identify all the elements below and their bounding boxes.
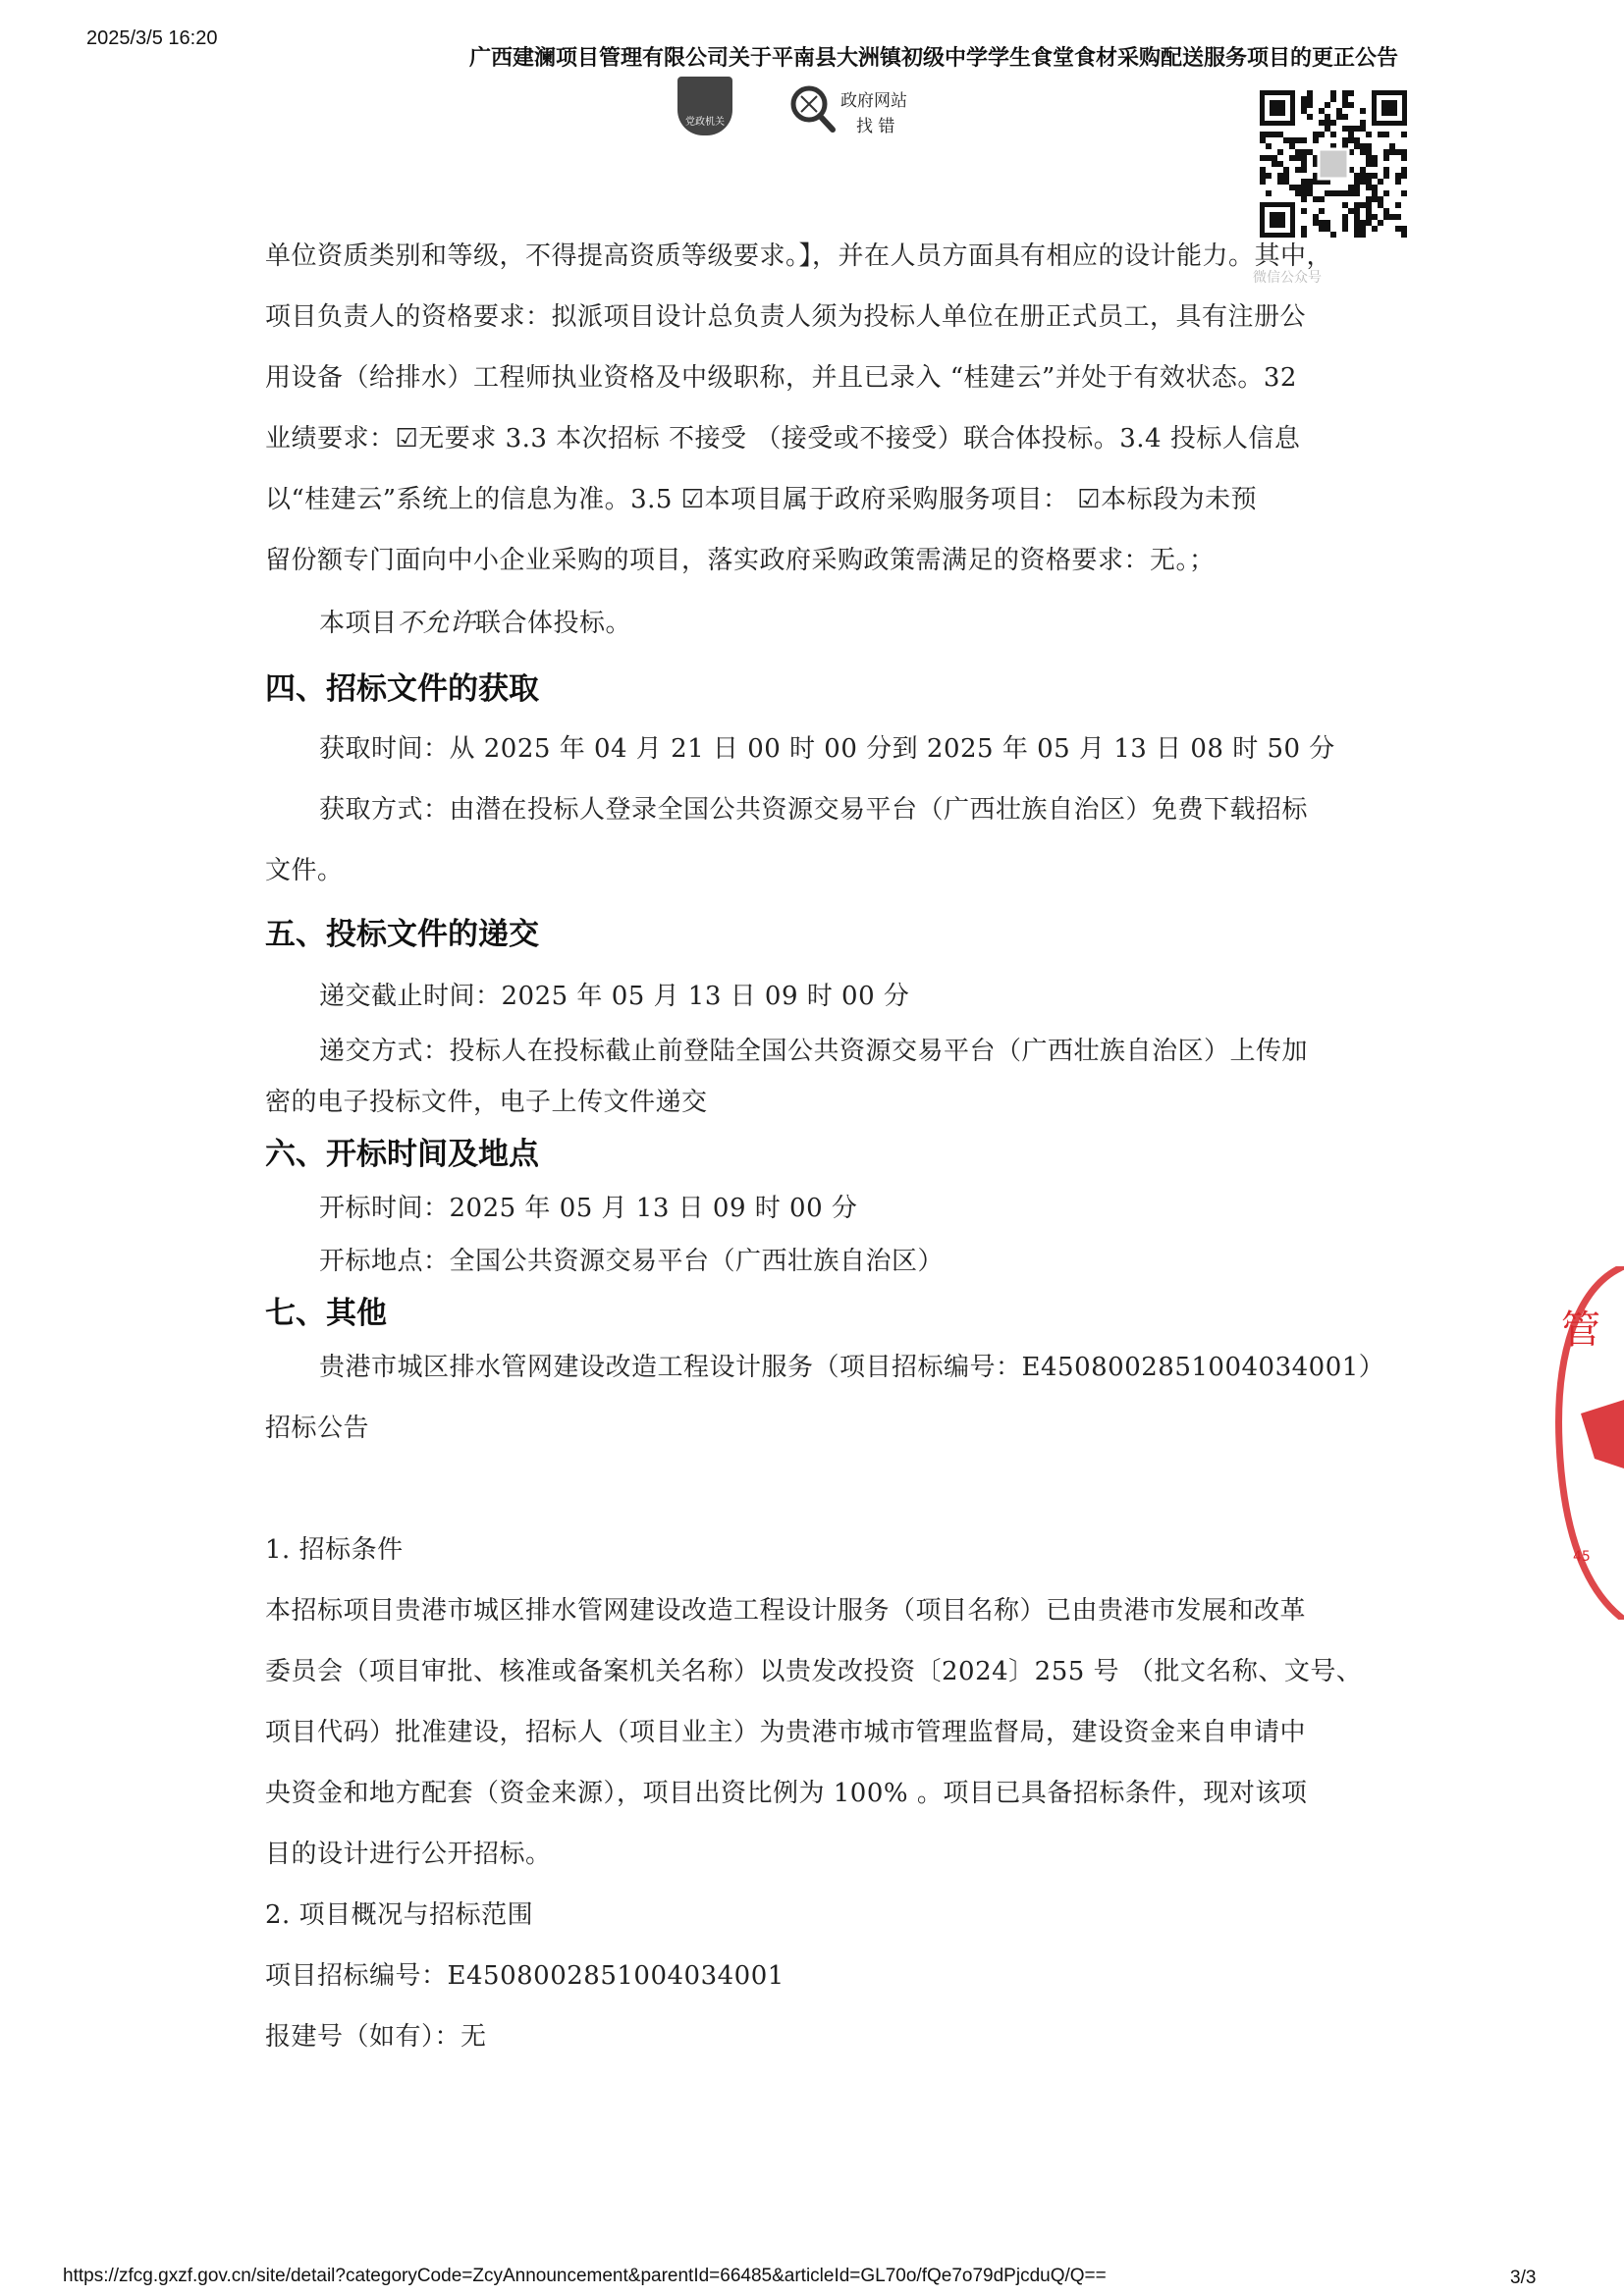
site-error-report-badge[interactable] — [787, 79, 925, 139]
footer-url[interactable]: https://zfcg.gxzf.gov.cn/site/detail?categoryCode=ZcyAnnouncement&parentId=66485&articleId=GL70o/fQe7o79dPjcduQ/Q== — [63, 2266, 1107, 2286]
section-heading-6: 六、开标时间及地点 — [265, 1137, 539, 1172]
body-line: 目的设计进行公开招标。 — [265, 1840, 552, 1869]
body-line: 央资金和地方配套（资金来源），项目出资比例为 100% 。项目已具备招标条件，现对该项 — [265, 1779, 1308, 1808]
consortium-note-emphasis: 不允许 — [397, 609, 476, 638]
section-heading-7: 七、其他 — [265, 1296, 387, 1331]
body-line: 开标时间：2025 年 05 月 13 日 09 时 00 分 — [319, 1194, 858, 1223]
seal-char: 管 — [1561, 1308, 1600, 1353]
body-line: 单位资质类别和等级，不得提高资质等级要求。】，并在人员方面具有相应的设计能力。其中， — [265, 241, 1333, 271]
subsection-heading: 2. 项目概况与招标范围 — [265, 1900, 534, 1930]
body-line: 本招标项目贵港市城区排水管网建设改造工程设计服务（项目名称）已由贵港市发展和改革 — [265, 1596, 1307, 1626]
magnifier-icon — [787, 80, 837, 135]
subsection-heading: 1. 招标条件 — [265, 1535, 404, 1565]
print-title: 广西建澜项目管理有限公司关于平南县大洲镇初级中学学生食堂食材采购配送服务项目的更正公告 — [469, 45, 1399, 70]
section-heading-5: 五、投标文件的递交 — [265, 917, 539, 952]
body-line: 项目代码）批准建设，招标人（项目业主）为贵港市城市管理监督局，建设资金来自申请中 — [265, 1718, 1307, 1747]
shield-icon — [677, 77, 732, 135]
print-date: 2025/3/5 16:20 — [86, 27, 218, 49]
gov-agency-badge[interactable] — [677, 77, 732, 135]
page-number: 3/3 — [1510, 2268, 1537, 2288]
body-line: 递交截止时间：2025 年 05 月 13 日 09 时 00 分 — [319, 982, 910, 1011]
qr-caption: 微信公众号 — [1253, 270, 1322, 286]
body-line: 项目招标编号：E4508002851004034001 — [265, 1961, 785, 1991]
body-line: 报建号（如有）：无 — [265, 2022, 487, 2052]
error-badge-line1: 政府网站 — [840, 91, 907, 111]
seal-digits: 45 — [1573, 1549, 1591, 1565]
body-line: 获取方式：由潜在投标人登录全国公共资源交易平台（广西壮族自治区）免费下载招标 — [319, 795, 1309, 825]
gov-badge-text: 党政机关 — [685, 117, 725, 128]
error-badge-line2: 找 错 — [856, 117, 895, 136]
body-line: 业绩要求：☑无要求 3.3 本次招标 不接受 （接受或不接受）联合体投标。3.4 投标人信息 — [265, 424, 1301, 454]
qr-code — [1260, 90, 1407, 238]
body-line: 递交方式：投标人在投标截止前登陆全国公共资源交易平台（广西壮族自治区）上传加 — [319, 1037, 1309, 1066]
body-line: 开标地点：全国公共资源交易平台（广西壮族自治区） — [319, 1247, 945, 1276]
body-line: 以“桂建云”系统上的信息为准。3.5 ☑本项目属于政府采购服务项目： ☑本标段为未预 — [265, 485, 1258, 514]
body-line: 招标公告 — [265, 1414, 370, 1443]
official-seal-icon — [1538, 1266, 1624, 1620]
body-line: 文件。 — [265, 856, 344, 885]
body-line: 用设备（给排水）工程师执业资格及中级职称，并且已录入 “桂建云”并处于有效状态。32 — [265, 363, 1297, 393]
consortium-note-prefix: 本项目 — [319, 609, 398, 638]
body-line: 获取时间：从 2025 年 04 月 21 日 00 时 00 分到 2025 年 05 月 13 日 08 时 50 分 — [319, 734, 1335, 764]
body-line: 密的电子投标文件，电子上传文件递交 — [265, 1088, 708, 1117]
section-heading-4: 四、招标文件的获取 — [265, 671, 539, 707]
consortium-note-suffix: 联合体投标。 — [475, 609, 632, 638]
body-line: 留份额专门面向中小企业采购的项目，落实政府采购政策需满足的资格要求：无。； — [265, 546, 1216, 575]
body-line: 委员会（项目审批、核准或备案机关名称）以贵发改投资〔2024〕255 号 （批文名称、文号、 — [265, 1657, 1363, 1686]
consortium-note — [319, 603, 631, 639]
body-line: 项目负责人的资格要求：拟派项目设计总负责人须为投标人单位在册正式员工，具有注册公 — [265, 302, 1307, 332]
body-line: 贵港市城区排水管网建设改造工程设计服务（项目招标编号：E4508002851004034001） — [319, 1353, 1385, 1382]
